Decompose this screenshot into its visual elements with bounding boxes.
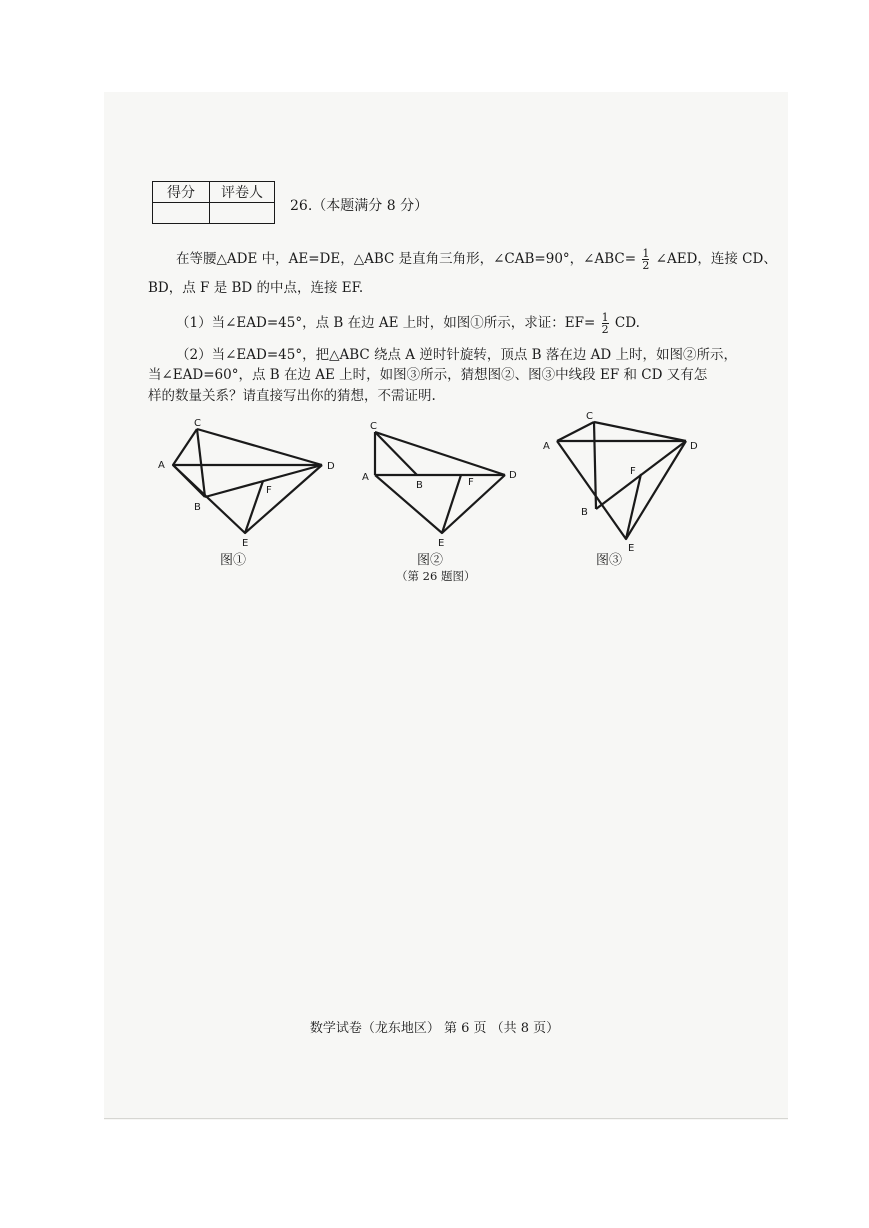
fraction-numerator: 1 <box>642 247 650 260</box>
figure-group-caption: （第 26 题图） <box>396 569 476 583</box>
figure-3-caption: 图③ <box>596 553 623 568</box>
segment <box>594 422 686 441</box>
grader-header: 评卷人 <box>210 182 275 203</box>
intro-text-a: 在等腰△ADE 中，AE=DE，△ABC 是直角三角形，∠CAB=90°，∠ABC= <box>176 251 637 267</box>
label-A: A <box>158 460 165 471</box>
segment <box>375 475 505 533</box>
fraction-half-2 <box>602 312 609 335</box>
fraction-numerator: 1 <box>601 311 609 324</box>
figure-2 <box>355 418 535 553</box>
intro-line-1 <box>176 248 777 271</box>
label-F: F <box>266 485 272 496</box>
figure-3 <box>538 408 713 553</box>
figure-1-caption: 图① <box>220 553 247 568</box>
label-E: E <box>242 538 249 549</box>
label-D: D <box>690 441 698 452</box>
question-title: 26.（本题满分 8 分） <box>290 198 429 214</box>
label-A: A <box>362 472 369 483</box>
intro-text-b: ∠AED，连接 CD、 <box>655 251 777 267</box>
part2-line-3: 样的数量关系？请直接写出你的猜想，不需证明. <box>148 388 436 404</box>
score-header: 得分 <box>153 182 210 203</box>
segment <box>557 422 594 441</box>
fraction-denominator: 2 <box>601 323 609 336</box>
label-A: A <box>543 441 550 452</box>
label-B: B <box>194 502 201 513</box>
page-bottom-rule <box>104 1118 788 1119</box>
score-cell <box>153 203 210 224</box>
grader-cell <box>210 203 275 224</box>
segment <box>197 429 205 497</box>
label-B: B <box>581 507 588 518</box>
exam-paper <box>104 92 788 1120</box>
label-B: B <box>416 480 423 491</box>
label-D: D <box>327 461 335 472</box>
label-D: D <box>509 470 517 481</box>
label-C: C <box>194 418 201 429</box>
score-table <box>152 181 275 224</box>
label-C: C <box>370 421 377 432</box>
part1-text-b: CD. <box>614 315 640 331</box>
intro-line-2: BD，点 F 是 BD 的中点，连接 EF. <box>148 280 364 296</box>
fraction-half <box>642 248 649 271</box>
label-E: E <box>438 538 445 549</box>
fraction-denominator: 2 <box>642 259 650 272</box>
part1-text-a: （1）当∠EAD=45°，点 B 在边 AE 上时，如图①所示，求证：EF= <box>176 315 596 331</box>
part2-line-2: 当∠EAD=60°，点 B 在边 AE 上时，如图③所示，猜想图②、图③中线段 EF 和 CD 又有怎 <box>148 367 708 383</box>
label-E: E <box>628 543 635 553</box>
label-F: F <box>630 466 636 477</box>
label-F: F <box>468 477 474 488</box>
label-C: C <box>586 411 593 422</box>
figure-1 <box>150 415 350 550</box>
page-footer: 数学试卷（龙东地区） 第 6 页 （共 8 页） <box>309 1021 560 1036</box>
part1-line <box>176 312 640 335</box>
figure-2-caption: 图② <box>417 553 444 568</box>
segment <box>197 429 322 465</box>
part2-line-1: （2）当∠EAD=45°，把△ABC 绕点 A 逆时针旋转，顶点 B 落在边 AD 上时，如图②所示， <box>176 347 737 363</box>
